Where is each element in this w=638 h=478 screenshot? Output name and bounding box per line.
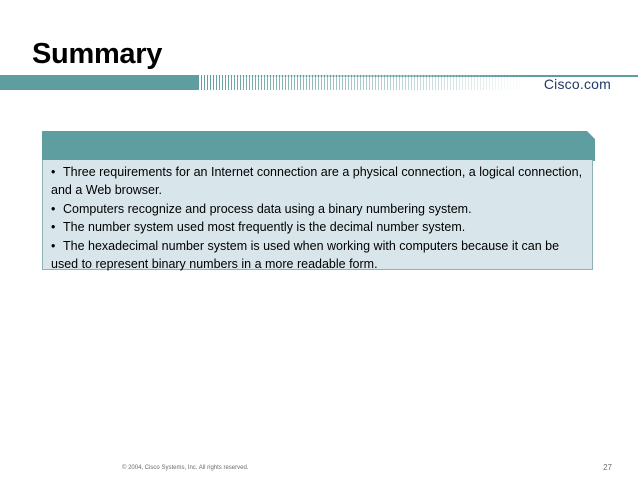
brand-logo-text: Cisco.com <box>543 76 611 92</box>
page-title: Summary <box>32 38 163 70</box>
footer-page-number: 27 <box>603 463 612 472</box>
summary-bullet-text: The number system used most frequently is the decimal number system. <box>63 220 466 235</box>
summary-bullet <box>51 163 584 200</box>
footer-copyright: © 2004, Cisco Systems, Inc. All rights reserved. <box>122 465 249 471</box>
summary-panel <box>42 131 595 270</box>
bullet-marker: • <box>51 220 56 235</box>
summary-bullet <box>51 237 584 274</box>
summary-bullet <box>51 218 584 236</box>
header-divider-bar <box>0 75 638 90</box>
summary-panel-header <box>42 131 595 161</box>
bullet-marker: • <box>51 238 56 253</box>
header-divider-hatch <box>198 75 528 90</box>
summary-bullet <box>51 200 584 218</box>
summary-panel-body <box>42 160 593 270</box>
summary-bullet-text: Computers recognize and process data using a binary numbering system. <box>63 201 472 216</box>
summary-bullet-text: Three requirements for an Internet connection are a physical connection, a logical connection, and a Web browser. <box>51 165 583 198</box>
bullet-marker: • <box>51 165 56 179</box>
header-divider-solid <box>0 75 198 90</box>
summary-bullet-list <box>51 163 584 273</box>
summary-panel-header-shape <box>42 131 595 161</box>
bullet-marker: • <box>51 201 56 216</box>
summary-bullet-text: The hexadecimal number system is used when working with computers because it can be used to represent binary numbers in a more readable form. <box>51 238 560 272</box>
